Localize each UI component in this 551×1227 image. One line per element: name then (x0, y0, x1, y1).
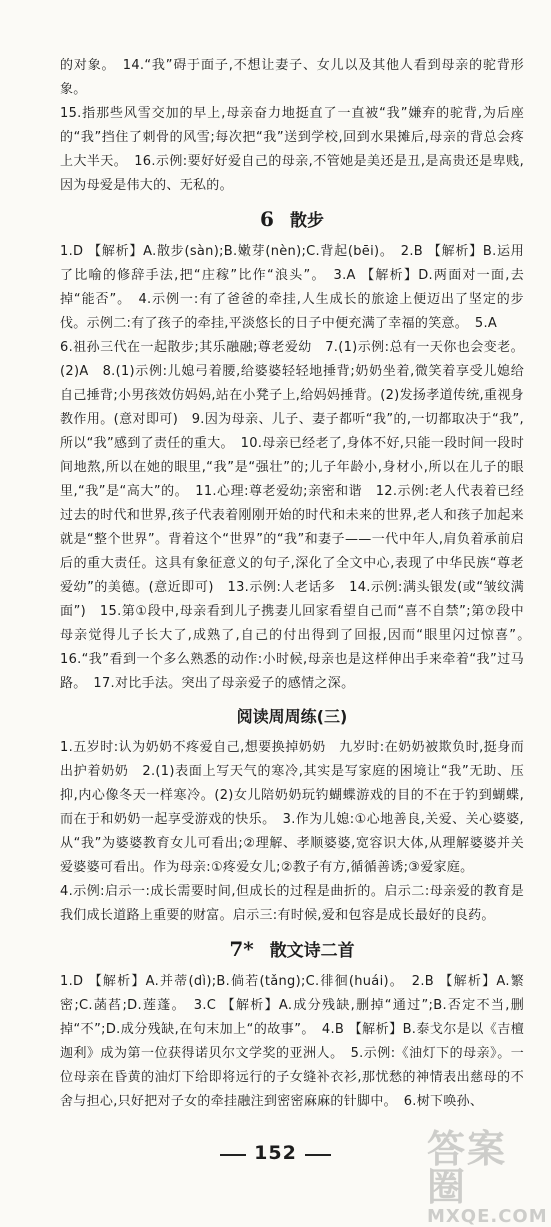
paragraph: 6.祖孙三代在一起散步;其乐融融;尊老爱幼 7.(1)示例:总有一天你也会变老。(2)A 8.(1)示例:儿媳弓着腰,给婆婆轻轻地捶背;奶奶坐着,微笑着享受儿媳给自己捶背;小男孩效仿妈妈,站在小凳子上,给妈妈捶背。(2)发扬孝道传统,重视身教作用。(意对即可) 9.因为母亲、儿子、妻子都听“我”的,一切都取决于“我”,所以“我”感到了责任的重大。 10.母亲已经老了,身体不好,只能一段时间一段时间地熬,所以在她的眼里,“我”是“强壮”的;儿子年龄小,身材小,所以在儿子的眼里,“我”是“高大”的。 11.心理:尊老爱幼;亲密和谐 12.示例:老人代表着已经过去的时代和世界,孩子代表着刚刚开始的时代和未来的世界,老人和孩子加起来就是“整个世界”。背着这个“世界”的“我”和妻子——一代中年人,肩负着承前启后的重大责任。这具有象征意义的句子,深化了全文中心,表现了中华民族“尊老爱幼”的美德。(意近即可) 13.示例:人老话多 14.示例:满头银发(或“皱纹满面”) 15.第①段中,母亲看到儿子携妻儿回家看望自己而“喜不自禁”;第⑦段中母亲觉得儿子长大了,成熟了,自己的付出得到了回报,因而“眼里闪过惊喜”。 16.“我”看到一个多么熟悉的动作:小时候,母亲也是这样伸出手来牵着“我”过马路。 17.对比手法。突出了母亲爱子的感情之深。 (60, 340, 538, 691)
page-number: 152 (254, 1142, 297, 1164)
watermark (427, 1127, 548, 1227)
paragraph: 的对象。 14.“我”碍于面子,不想让妻子、女儿以及其他人看到母亲的驼背形象。 (60, 58, 524, 97)
watermark-logo: 答案圈 (427, 1127, 508, 1209)
paragraph: 1.五岁时:认为奶奶不疼爱自己,想要换掉奶奶 九岁时:在奶奶被欺负时,挺身而出护着奶奶 2.(1)表面上写天气的寒冷,其实是写家庭的困境让“我”无助、压抑,内心像冬天一样寒冷。(2)女儿陪奶奶玩钓蝴蝶游戏的目的不在于钓到蝴蝶,而在于和奶奶一起享受游戏的快乐。 3.作为儿媳:①心地善良,关爱、关心婆婆,从“我”为婆婆教育女儿可看出;②理解、孝顺婆婆,宽容识大体,从理解婆婆并关爱婆婆可看出。作为母亲:①疼爱女儿;②教子有方,循循善诱;③爱家庭。 (60, 740, 524, 875)
section-number: 6 (260, 207, 274, 231)
section-heading-reading (60, 706, 524, 728)
section-heading-7 (60, 938, 524, 962)
section-number: 7* (229, 937, 254, 961)
section-title: 阅读周周练(三) (236, 707, 348, 726)
paragraph: 1.D 【解析】A.并蒂(dì);B.倘若(tǎng);C.徘徊(huái)。 2.B 【解析】A.繁密;C.菡萏;D.莲蓬。 3.C 【解析】A.成分残缺,删掉“通过”;B.否定不当,删掉“不”;D.成分残缺,在句末加上“的故事”。 4.B 【解析】B.泰戈尔是以《吉檀迦利》成为第一位获得诺贝尔文学奖的亚洲人。 5.示例:《油灯下的母亲》。一位母亲在昏黄的油灯下给即将远行的子女缝补衣衫,那忧愁的神情表出慈母的不舍与担心,只好把对子女的牵挂融注到密密麻麻的针脚中。 6.树下唤孙、 (60, 974, 524, 1109)
section-title: 散步 (289, 211, 324, 231)
paragraph: 4.示例:启示一:成长需要时间,但成长的过程是曲折的。启示二:母亲爱的教育是我们成长道路上重要的财富。启示三:有时候,爱和包容是成长最好的良药。 (60, 884, 524, 923)
paragraph: 15.指那些风雪交加的早上,母亲奋力地挺直了一直被“我”嫌弃的驼背,为后座的“我”挡住了刺骨的风雪;每次把“我”送到学校,回到水果摊后,母亲的背总会疼上大半天。 16.示例:要好好爱自己的母亲,不管她是美还是丑,是高贵还是卑贱,因为母爱是伟大的、无私的。 (60, 106, 524, 193)
section-title: 散文诗二首 (269, 941, 355, 961)
paragraph: 1.D 【解析】A.散步(sàn);B.嫩芽(nèn);C.背起(bēi)。 2.B 【解析】B.运用了比喻的修辞手法,把“庄稼”比作“浪头”。 3.A 【解析】D.两面对一面,去掉“能否”。 4.示例一:有了爸爸的牵挂,人生成长的旅途上便迈出了坚定的步伐。示例二:有了孩子的牵挂,平淡悠长的日子中便充满了幸福的笑意。 5.A (60, 244, 524, 331)
footer-dash-right (305, 1154, 331, 1156)
footer-dash-left (220, 1154, 246, 1156)
section-heading-6 (60, 208, 524, 232)
answer-page (60, 54, 538, 1114)
watermark-url: MXQE.COM (427, 1206, 548, 1227)
